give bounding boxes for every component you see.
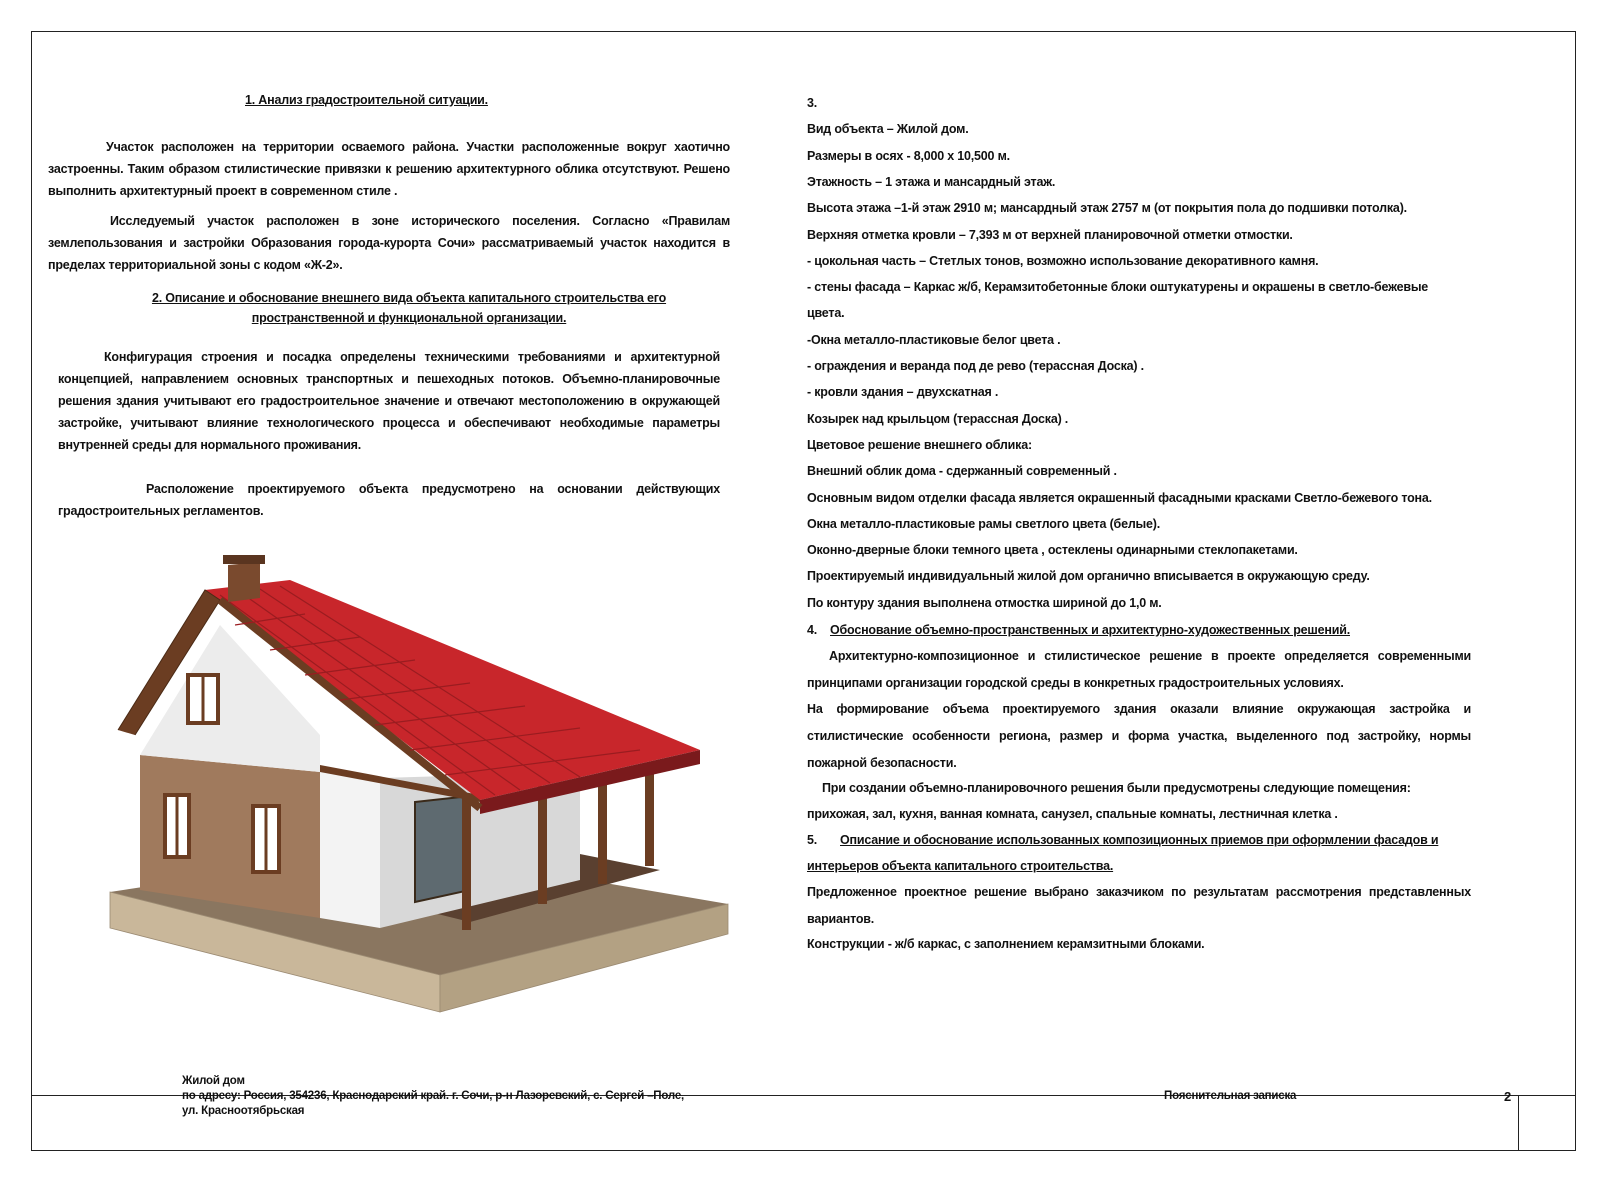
- chimney: [228, 562, 260, 602]
- section-2-paragraph-1: Конфигурация строения и посадка определены техническими требованиями и архитектурной концепцией, направлением основных транспортных и пешеходных потоков. Объемно-планировочные решения здания учитывают его градостроительное значение и отвечают местоположению в окружающей застройке, учитывают влияние технологического процесса и обеспечивают необходимые параметры внутренней среды для нормального проживания.: [58, 350, 720, 452]
- parameter-line: Вид объекта – Жилой дом.: [807, 122, 969, 137]
- parameter-line: Внешний облик дома - сдержанный современный .: [807, 464, 1117, 479]
- section-2-paragraph-2: Расположение проектируемого объекта предусмотрено на основании действующих градостроительных регламентов.: [58, 482, 720, 518]
- section-4-paragraph-3-line-1: При создании объемно-планировочного решения были предусмотрены следующие помещения:: [822, 781, 1411, 795]
- section-5-paragraph-2: Конструкции - ж/б каркас, с заполнением керамзитными блоками.: [807, 937, 1205, 951]
- section-4-paragraph-1: Архитектурно-композиционное и стилистическое решение в проекте определяется современными принципами организации городской среды в конкретных градостроительных условиях.: [807, 649, 1471, 690]
- section-5-title-line-1: Описание и обоснование использованных композиционных приемов при оформлении фасадов и: [840, 833, 1439, 847]
- parameter-line: По контуру здания выполнена отмостка шириной до 1,0 м.: [807, 595, 1162, 610]
- section-4-paragraph-3-line-2: прихожая, зал, кухня, ванная комната, санузел, спальные комнаты, лестничная клетка .: [807, 807, 1338, 821]
- veranda-post-1: [462, 798, 471, 930]
- section-4-number: 4.: [807, 623, 818, 637]
- section-2-title-line-1: 2. Описание и обоснование внешнего вида объекта капитального строительства его: [151, 291, 667, 305]
- parameter-line: Верхняя отметка кровли – 7,393 м от верхней планировочной отметки отмостки.: [807, 227, 1293, 242]
- section-1-paragraph-1: Участок расположен на территории осваемого района. Участки расположенные вокруг хаотично застроенны. Таким образом стилистические привязки к решению архитектурного облика отсутствуют. Решено выполнить архитектурный проект в современном стиле .: [48, 140, 730, 198]
- page-number: 2: [1504, 1089, 1512, 1104]
- parameter-line: Цветовое решение внешнего облика:: [807, 437, 1032, 452]
- section-1-title: 1. Анализ градостроительной ситуации.: [245, 93, 488, 107]
- parameter-line: Этажность – 1 этажа и мансардный этаж.: [807, 174, 1056, 189]
- footer-address-line-2: ул. Красноотябрьская: [182, 1105, 305, 1117]
- section-4-paragraph-2: На формирование объема проектируемого здания оказали влияние окружающая застройка и стилистические особенности региона, размер и форма участка, выделенного под застройку, нормы пожарной безопасности.: [807, 702, 1471, 770]
- veranda-post-3: [598, 776, 607, 884]
- parameter-line: Оконно-дверные блоки темного цвета , остеклены одинарными стеклопакетами.: [807, 543, 1298, 558]
- house-rendering: [100, 550, 740, 1040]
- footer-object-name: Жилой дом: [182, 1075, 245, 1087]
- parameter-line: - кровли здания – двухскатная .: [807, 385, 999, 400]
- veranda-post-4: [645, 768, 654, 866]
- parameter-line: Проектируемый индивидуальный жилой дом органично вписывается в окружающую среду.: [807, 569, 1370, 584]
- parameter-line: Размеры в осях - 8,000 x 10,500 м.: [807, 148, 1010, 163]
- title-block-divider: [1518, 1095, 1519, 1151]
- section-2-title-line-2: пространственной и функциональной организации.: [251, 311, 567, 325]
- section-5-number: 5.: [807, 833, 818, 847]
- section-5-title-line-2: интерьеров объекта капитального строительства.: [807, 859, 1114, 873]
- veranda-post-2: [538, 786, 547, 904]
- wall-front-white: [320, 772, 380, 928]
- section-4-title: Обоснование объемно-пространственных и архитектурно-художественных решений.: [830, 623, 1350, 637]
- parameter-line: Козырек над крыльцом (терассная Доска) .: [807, 411, 1069, 426]
- parameter-line: Окна металло-пластиковые рамы светлого цвета (белые).: [807, 516, 1161, 531]
- parameter-line: -Окна металло-пластиковые белог цвета .: [807, 332, 1061, 347]
- parameter-line: - стены фасада – Каркас ж/б, Керамзитобетонные блоки оштукатурены и окрашены в светло-бежевые: [807, 280, 1429, 295]
- footer-address-line-1: по адресу: Россия, 354236, Краснодарский край. г. Сочи, р-н Лазоревский, с. Сергей –Поле,: [182, 1090, 685, 1102]
- parameter-line: Основным видом отделки фасада является окрашенный фасадными красками Светло-бежевого тона.: [807, 490, 1432, 505]
- parameter-line: - цокольная часть – Стетлых тонов, возможно использование декоративного камня.: [807, 253, 1319, 268]
- parameter-line: - ограждения и веранда под де рево (терассная Доска) .: [807, 359, 1144, 373]
- parameter-line: Высота этажа –1-й этаж 2910 м; мансардный этаж 2757 м (от покрытия пола до подшивки потолка).: [807, 201, 1407, 216]
- section-1-paragraph-2: Исследуемый участок расположен в зоне исторического поселения. Согласно «Правилам землепользования и застройки Образования города-курорта Сочи» рассматриваемый участок находится в пределах территориальной зоны с кодом «Ж-2».: [48, 214, 730, 272]
- parameter-line: цвета.: [807, 306, 845, 321]
- chimney-cap: [223, 555, 265, 564]
- section-5-paragraph-1: Предложенное проектное решение выбрано заказчиком по результатам рассмотрения представленных вариантов.: [807, 885, 1471, 926]
- veranda-door: [415, 796, 470, 902]
- parameter-line: 3.: [807, 96, 818, 110]
- footer-document-type: Пояснительная записка: [1164, 1090, 1297, 1102]
